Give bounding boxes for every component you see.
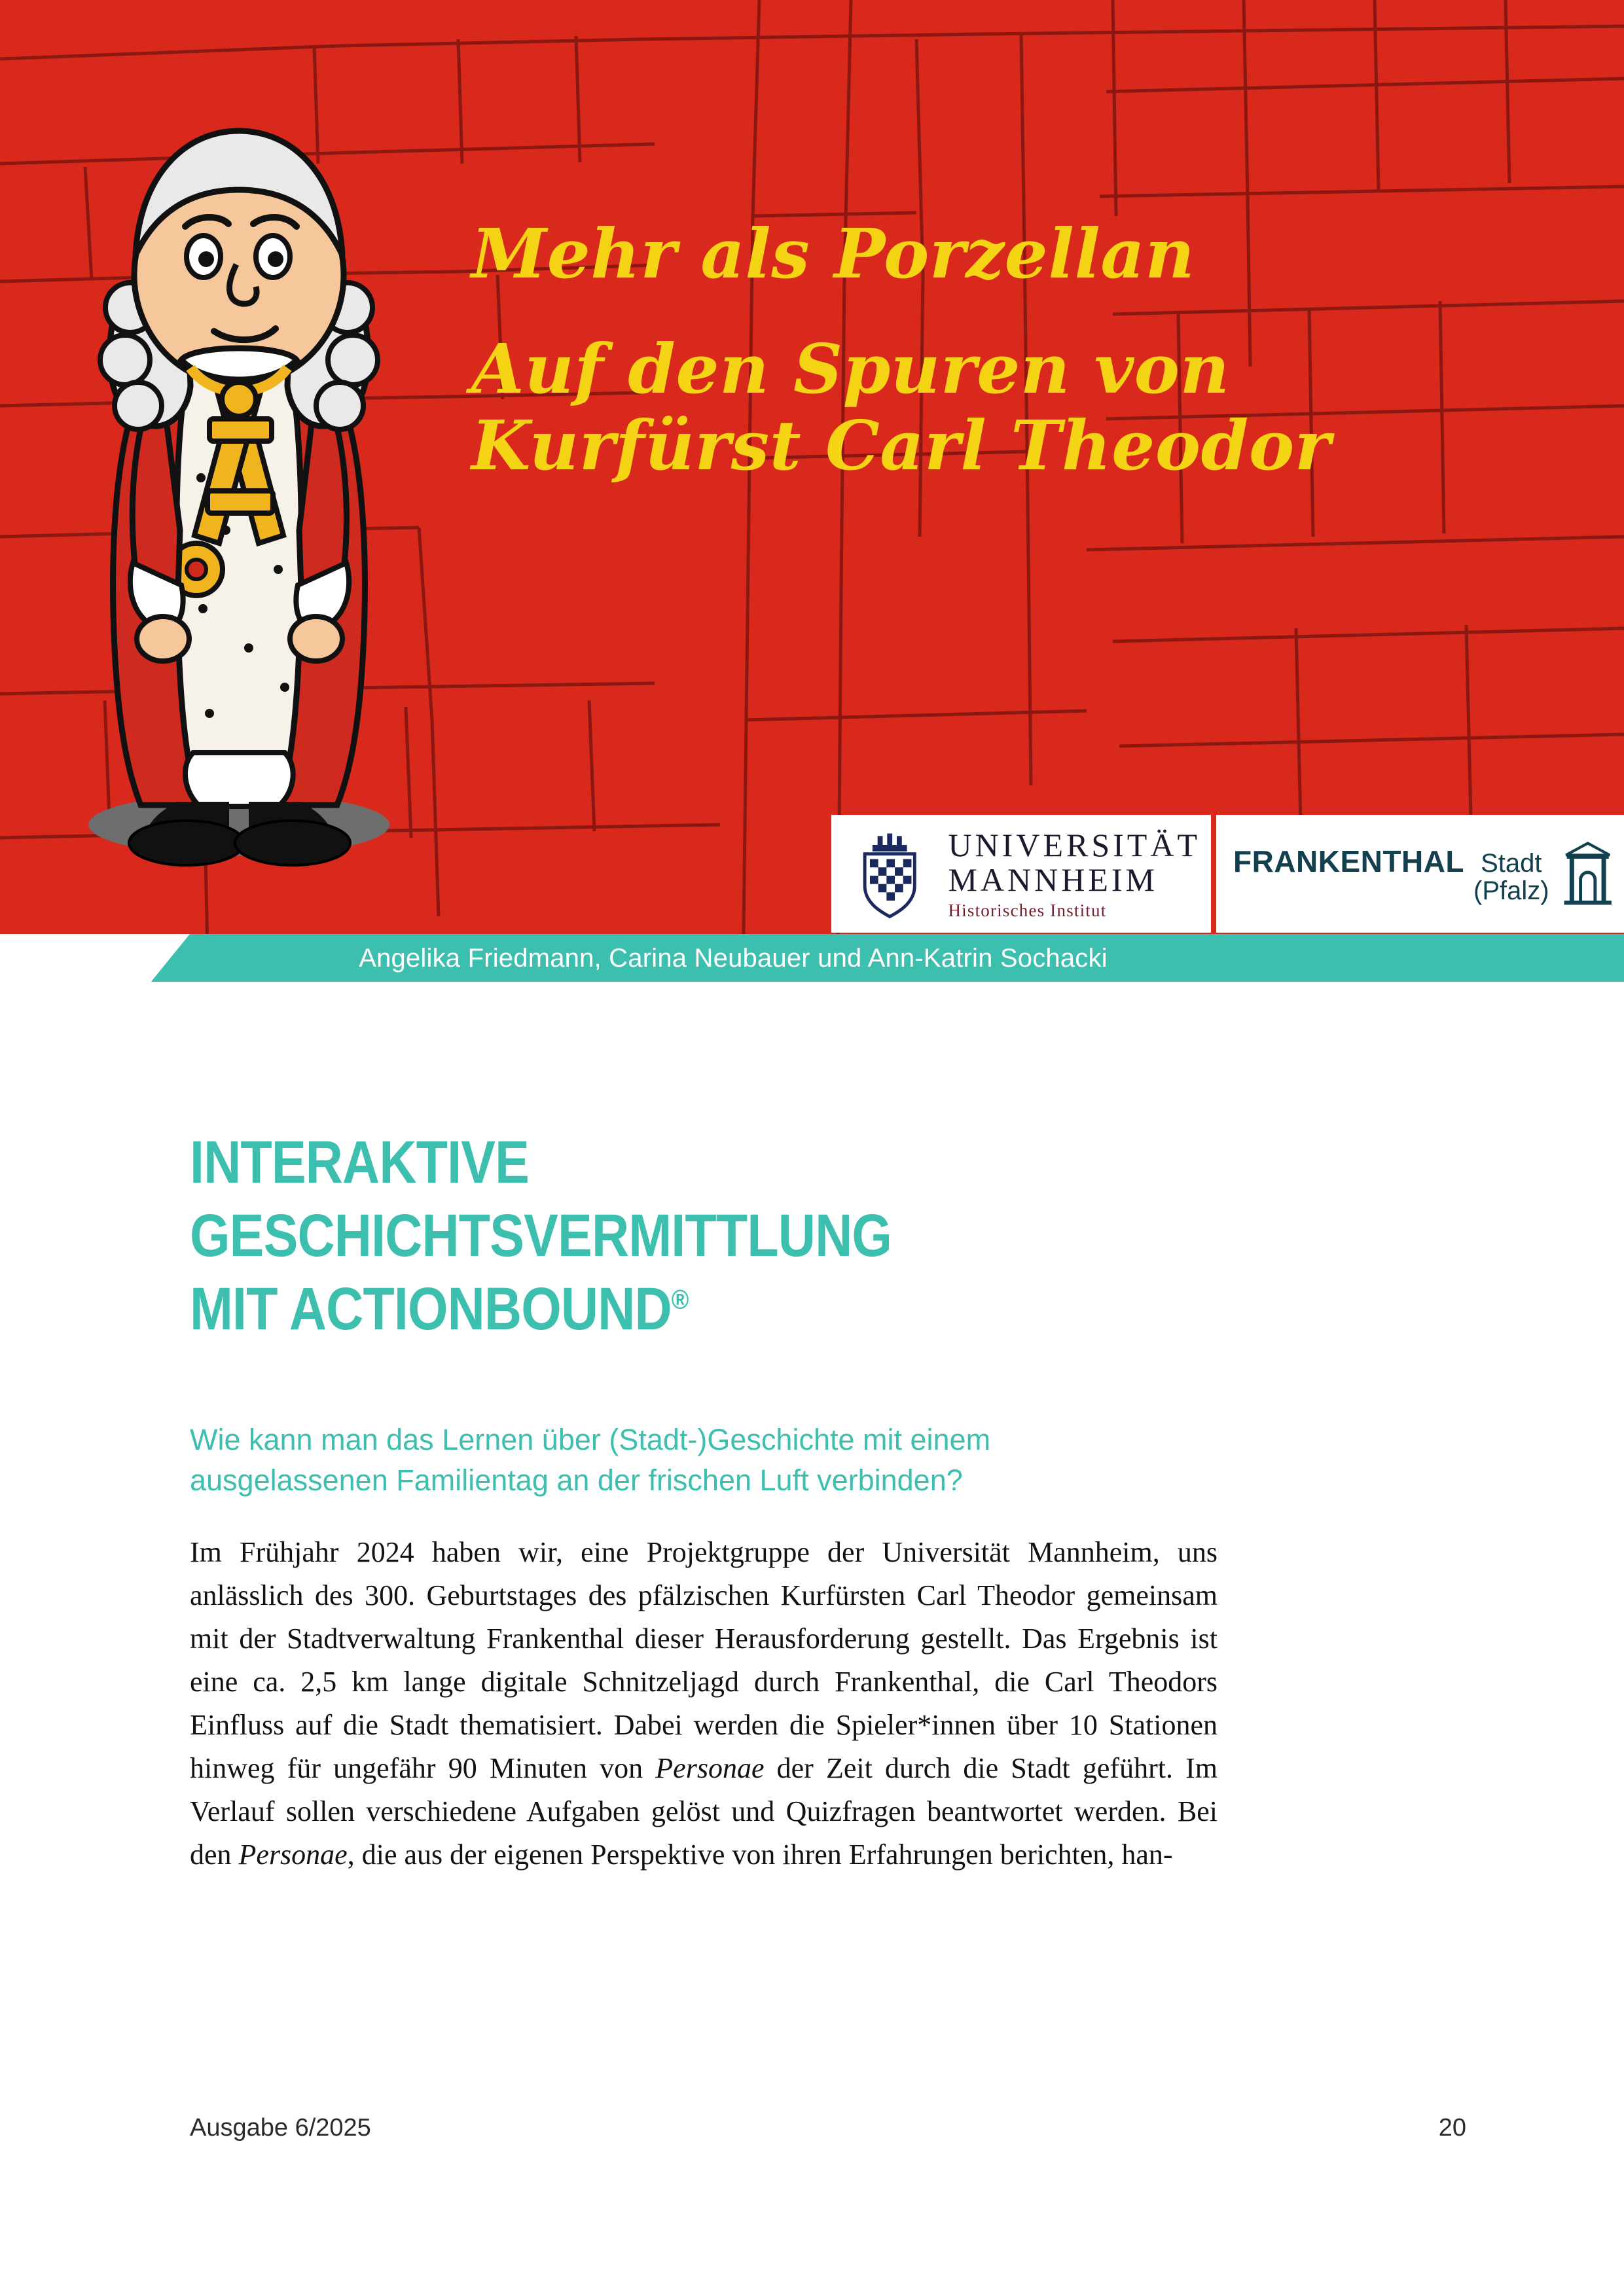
university-logo-line3: Historisches Institut	[948, 900, 1107, 920]
paragraph-italic-personae-2: Personae	[238, 1838, 348, 1871]
university-logo-line2: MANNHEIM	[948, 861, 1159, 898]
article-lead-paragraph: Wie kann man das Lernen über (Stadt-)Geschichte mit einem ausgelassenen Familientag an der frischen Luft verbinden?	[190, 1422, 991, 1497]
frankenthal-logo-stadt: Stadt	[1481, 848, 1542, 878]
hero-title-block	[471, 213, 1584, 486]
logo-row	[831, 815, 1624, 933]
city-gate-icon	[1556, 825, 1619, 923]
footer-issue-label: Ausgabe 6/2025	[190, 2114, 371, 2142]
paragraph-part-3: , die aus der eigenen Perspektive von ihren Erfahrungen berichten, han-	[347, 1838, 1173, 1871]
university-logo-line1: UNIVERSITÄT	[948, 826, 1200, 863]
hero-title-sub-line2: Kurfürst Carl Theodor	[471, 404, 1331, 486]
frankenthal-city-logo	[1211, 815, 1624, 933]
article-heading-line2-text: MIT ACTIONBOUND	[190, 1276, 672, 1343]
frankenthal-logo-name: FRANKENTHAL	[1233, 844, 1465, 878]
footer-page-number: 20	[1438, 2114, 1466, 2142]
hero-banner	[0, 0, 1624, 982]
article-heading-line2	[190, 1272, 1091, 1346]
hero-title-sub-line1: Auf den Spuren von	[471, 329, 1230, 410]
article-body-paragraph-1	[190, 1531, 1218, 1876]
article-content	[190, 1126, 1237, 1905]
paragraph-part-1: Im Frühjahr 2024 haben wir, eine Projektgruppe der Universität Mannheim, uns anlässlich des 300. Geburtstages des pfälzischen Kurfürsten Carl Theodor gemeinsam mit der Stadtverwaltung Frankenthal dieser Herausforderung gestellt. Das Ergebnis ist eine ca. 2,5 km lange digitale Schnitzeljagd durch Frankenthal, die Carl Theodors Einfluss auf die Stadt thematisiert. Dabei werden die Spieler*innen über 10 Stationen hinweg für ungefähr 90 Minuten von	[190, 1535, 1218, 1784]
author-names: Angelika Friedmann, Carina Neubauer und Ann-Katrin Sochacki	[359, 944, 1108, 973]
carl-theodor-mascot-illustration	[62, 111, 416, 897]
paragraph-italic-personae-1: Personae	[655, 1751, 765, 1784]
paragraph-part-2: der Zeit durch die Stadt geführt. Im Verlauf sollen verschiedene Aufgaben gelöst und Quizfragen beantwortet werden. Bei den	[190, 1751, 1218, 1871]
university-mannheim-logo	[831, 815, 1211, 933]
university-crest-icon	[842, 825, 937, 923]
registered-trademark-symbol: ®	[671, 1283, 689, 1315]
hero-title-main: Mehr als Porzellan	[471, 213, 1195, 294]
article-heading-line1: INTERAKTIVE GESCHICHTSVERMITTLUNG	[190, 1129, 892, 1270]
author-banner	[0, 934, 1624, 982]
frankenthal-logo-region: (Pfalz)	[1473, 876, 1549, 905]
